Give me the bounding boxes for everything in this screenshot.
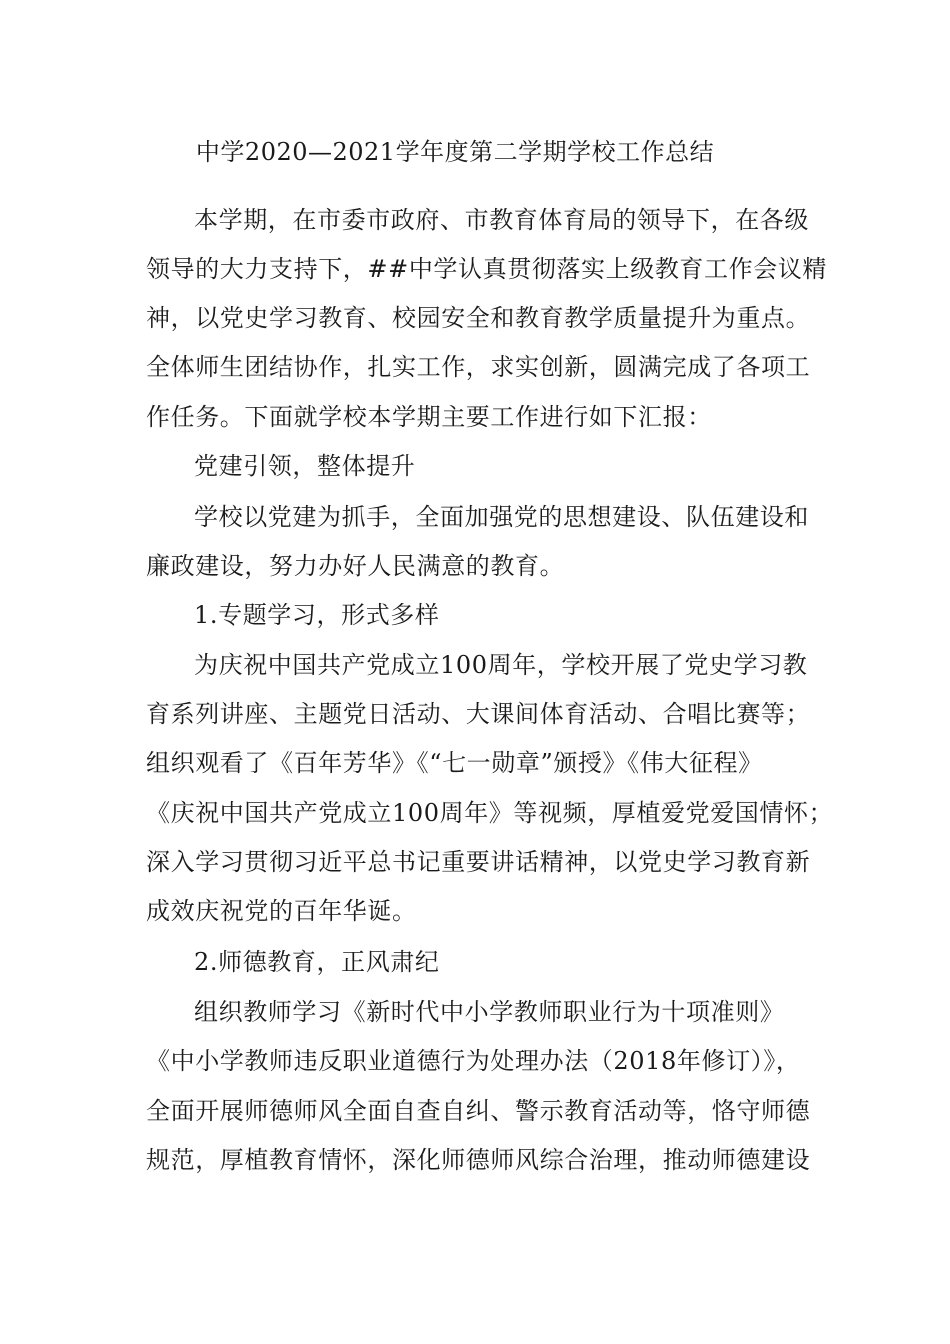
paragraph-line: 本学期，在市委市政府、市教育体育局的领导下，在各级: [194, 206, 809, 234]
paragraph-line: 神，以党史学习教育、校园安全和教育教学质量提升为重点。: [146, 304, 811, 332]
paragraph-line: 深入学习贯彻习近平总书记重要讲话精神，以党史学习教育新: [146, 848, 811, 876]
paragraph-line: 成效庆祝党的百年华诞。: [146, 897, 417, 925]
paragraph-line: 为庆祝中国共产党成立100周年，学校开展了党史学习教: [194, 651, 808, 679]
subsection-heading: 2.师德教育，正风肃纪: [194, 948, 440, 976]
paragraph-line: 《庆祝中国共产党成立100周年》等视频，厚植爱党爱国情怀；: [146, 799, 834, 827]
paragraph-line: 领导的大力支持下，##中学认真贯彻落实上级教育工作会议精: [146, 255, 828, 283]
paragraph-line: 组织教师学习《新时代中小学教师职业行为十项准则》: [194, 998, 785, 1026]
paragraph-line: 组织观看了《百年芳华》《“七一勋章”颁授》《伟大征程》: [146, 749, 763, 777]
paragraph-line: 规范，厚植教育情怀，深化师德师风综合治理，推动师德建设: [146, 1146, 811, 1174]
paragraph-line: 育系列讲座、主题党日活动、大课间体育活动、合唱比赛等；: [146, 700, 811, 728]
paragraph-line: 全体师生团结协作，扎实工作，求实创新，圆满完成了各项工: [146, 353, 811, 381]
document-title: 中学2020—2021学年度第二学期学校工作总结: [195, 138, 715, 166]
paragraph-line: 廉政建设，努力办好人民满意的教育。: [146, 552, 565, 580]
paragraph-line: 学校以党建为抓手，全面加强党的思想建设、队伍建设和: [194, 503, 809, 531]
paragraph-line: 《中小学教师违反职业道德行为处理办法（2018年修订）》，: [146, 1047, 801, 1075]
paragraph-line: 全面开展师德师风全面自查自纠、警示教育活动等，恪守师德: [146, 1097, 811, 1125]
subsection-heading: 1.专题学习，形式多样: [194, 601, 440, 629]
paragraph-line: 作任务。下面就学校本学期主要工作进行如下汇报：: [146, 403, 712, 431]
section-heading: 党建引领，整体提升: [194, 452, 416, 480]
